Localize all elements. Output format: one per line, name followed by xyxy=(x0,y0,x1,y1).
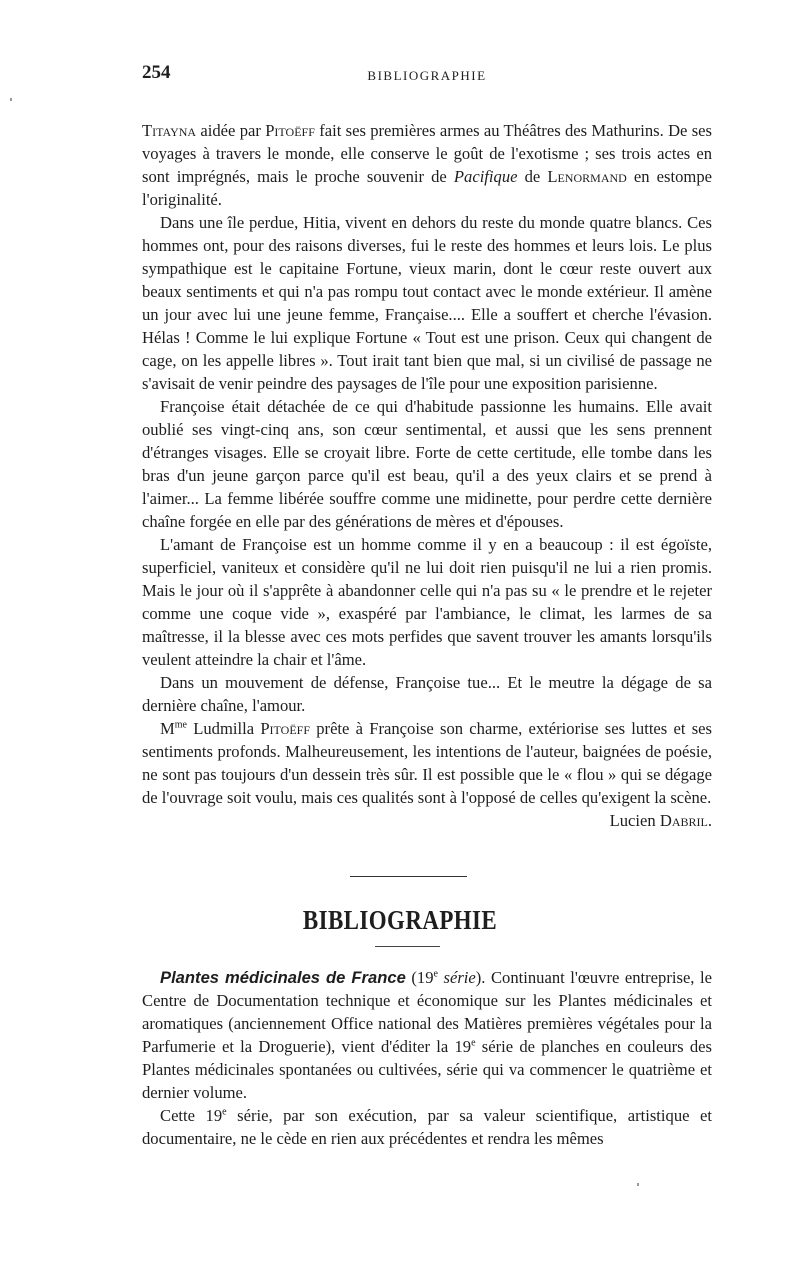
review-paragraph-1: Titayna aidée par Pitoëff fait ses premières armes au Théâtres des Mathurins. De ses voyages à travers le monde, elle conserve le goût de l'exotisme ; ses trois actes en sont imprégnés, mais le proche souvenir de Pacifique de Lenormand en estompe l'originalité. xyxy=(142,121,713,209)
bibliography-paragraph-2: Cette 19e série, par son exécution, par sa valeur scientifique, artistique et documentaire, ne le cède en rien aux précédentes et rendra les mêmes xyxy=(142,1106,712,1148)
review-signature: Lucien Dabril. xyxy=(609,811,712,830)
review-paragraph-6: $M^{me}$ Ludmilla Pitoëff prête à Françoise son charme, extériorise ses luttes et ses sentiments profonds. Malheureusement, les intentions de l'auteur, baignées de poésie, ne sont pas toujours d'un dessein très sûr. Il est possible que le « flou » qui se dégage de l'ouvrage soit voulu, mais ces qualités sont à l'opposé de celles qu'exigent la scène. Lucien Dabril. xyxy=(142,719,712,830)
person-name: Pitoëff xyxy=(260,719,310,738)
book-title: Plantes médicinales de France xyxy=(160,968,406,987)
page-number: 254 xyxy=(142,62,171,83)
review-paragraph-3: Françoise était détachée de ce qui d'habitude passionne les humains. Elle avait oublié ses vingt-cinq ans, son cœur sentimental, et aussi que les sens prennent d'étranges visages. Elle se croyait libre. Forte de cette certitude, elle tombe dans les bras d'un jeune garçon parce qu'il est beau, qu'il a des yeux clairs et se prend à l'aimer... La femme libérée souffre comme une midinette, pour perdre cette dernière chaîne forgée en elle par des générations de mères et d'épouses. xyxy=(142,397,712,531)
scan-speck xyxy=(10,98,12,101)
bibliography-text xyxy=(142,966,712,1150)
running-title: BIBLIOGRAPHIE xyxy=(367,68,487,83)
title-underline xyxy=(375,946,440,947)
review-paragraph-4: L'amant de Françoise est un homme comme il y en a beaucoup : il est égoïste, superficiel, vaniteux et considère qu'il ne lui doit rien puisqu'il ne lui a rien promis. Mais le jour où il s'apprête à abandonner celle qui n'a pas su « le prendre et le rejeter comme une coque vide », exaspéré par l'ambiance, le climat, les larmes de sa maîtresse, il la blesse avec ces mots perfides que savent trouver les amants lorsqu'ils veulent atteindre la chair et l'âme. xyxy=(142,535,712,669)
person-name: Pitoëff xyxy=(265,121,315,140)
review-text xyxy=(142,119,712,832)
bibliography-paragraph-1: Plantes médicinales de France (19e série). Continuant l'œuvre entreprise, le Centre de Documentation technique et économique sur les Plantes médicinales et aromatiques (anciennement Office national des Matières premières végétales pour la Parfumerie et la Droguerie), vient d'éditer la 19e série de planches en couleurs des Plantes médicinales spontanées ou cultivées, série qui va commencer le quatrième et dernier volume. xyxy=(142,968,712,1102)
person-name: Lenormand xyxy=(547,167,627,186)
section-divider xyxy=(350,876,467,877)
scan-speck xyxy=(637,1183,639,1186)
review-paragraph-2: Dans une île perdue, Hitia, vivent en dehors du reste du monde quatre blancs. Ces hommes ont, pour des raisons diverses, fui le reste des hommes et leurs lois. Le plus sympathique est le capitaine Fortune, vieux marin, dont le cœur reste ouvert aux beaux sentiments et qui n'a pas rompu tout contact avec le monde extérieur. Il amène un jour avec lui une jeune femme, Française.... Elle a souffert et cherche l'évasion. Hélas ! Comme le lui explique Fortune « Tout est une prison. Ceux qui changent de cage, on les appelle libres ». Tout irait tant bien que mal, si un civilisé de passage ne s'avisait de venir peindre des paysages de l'île pour une exposition parisienne. xyxy=(142,213,712,393)
work-title: Pacifique xyxy=(453,167,518,186)
page-header xyxy=(142,62,712,92)
section-title: BIBLIOGRAPHIE xyxy=(302,905,498,935)
review-paragraph-5: Dans un mouvement de défense, Françoise tue... Et le meutre la dégage de sa dernière chaîne, l'amour. xyxy=(142,673,712,715)
person-name: Titayna xyxy=(142,121,197,140)
